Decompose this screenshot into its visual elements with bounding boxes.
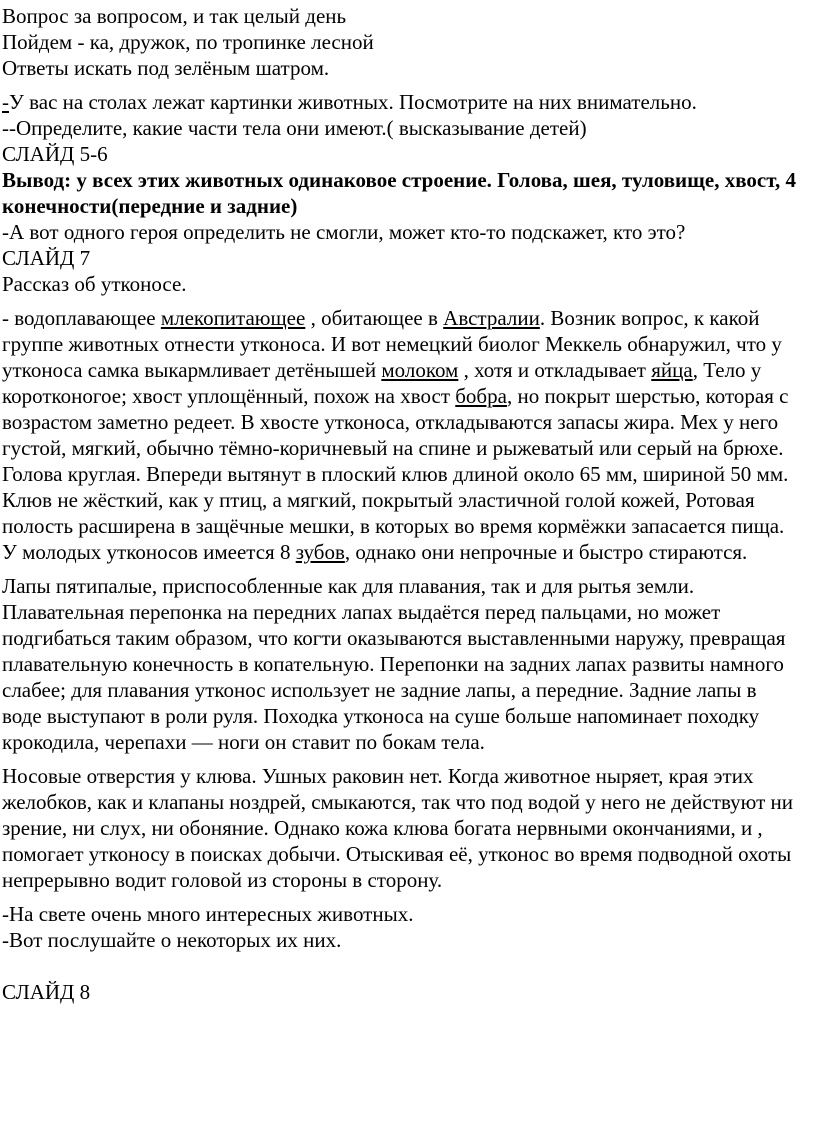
story-title: Рассказ об утконосе. — [2, 272, 187, 296]
leading-dash: - — [2, 90, 9, 114]
outro-line-1: -На свете очень много интересных животных. — [2, 902, 414, 926]
blank-line — [2, 953, 798, 979]
instruction-look-at-pictures — [2, 89, 798, 115]
link-teeth[interactable]: зубов — [295, 540, 345, 564]
question-text: -А вот одного героя определить не смогли, может кто-то подскажет, кто это? — [2, 220, 686, 244]
paragraph-platypus-description — [2, 305, 798, 565]
text-run: , Тело у коротконогое; хвост уплощённый, похож на хвост — [2, 358, 762, 408]
instruction-body-parts: --Определите, какие части тела они имеют.( высказывание детей) — [2, 116, 587, 140]
text-run: , хотя и откладывает — [458, 358, 652, 382]
slide-label-8: СЛАЙД 8 — [2, 980, 91, 1004]
text-run: . Возник вопрос, к какой группе животных отнести утконоса. И вот немецкий биолог Меккель обнаружил, что у утконоса самка выкармливает детёнышей — [2, 306, 782, 382]
text-run: , обитающее в — [305, 306, 444, 330]
paragraph-paws: Лапы пятипалые, приспособленные как для плавания, так и для рытья земли. Плавательная перепонка на передних лапах выдаётся перед пальцами, но может подгибаться таким образом, что когти оказываются выставленными наружу, превращая плавательную конечность в копательную. Перепонки на задних лапах развиты намного слабее; для плавания утконос использует не задние лапы, а передние. Задние лапы в воде выступают в роли руля. Походка утконоса на суше больше напоминает походку крокодила, черепахи — ноги он ставит по бокам тела. — [2, 574, 786, 754]
link-milk[interactable]: молоком — [381, 358, 459, 382]
poem-line-3: Ответы искать под зелёным шатром. — [2, 56, 330, 80]
slide-label-5-6: СЛАЙД 5-6 — [2, 142, 108, 166]
poem-line-2: Пойдем - ка, дружок, по тропинке лесной — [2, 30, 374, 54]
conclusion-text: Вывод: у всех этих животных одинаковое строение. Голова, шея, туловище, хвост, 4 конечности(передние и задние) — [2, 168, 796, 218]
instruction-text: У вас на столах лежат картинки животных. Посмотрите на них внимательно. — [9, 90, 697, 114]
link-australia[interactable]: Австралии — [443, 306, 540, 330]
text-run: , однако они непрочные и быстро стираются. — [344, 540, 748, 564]
link-beaver[interactable]: бобра — [455, 384, 507, 408]
link-mammal[interactable]: млекопитающее — [160, 306, 306, 330]
link-eggs[interactable]: яйца — [651, 358, 693, 382]
slide-label-7: СЛАЙД 7 — [2, 246, 91, 270]
outro-line-2: -Вот послушайте о некоторых их них. — [2, 928, 342, 952]
paragraph-senses: Носовые отверстия у клюва. Ушных раковин нет. Когда животное ныряет, края этих желобков, как и клапаны ноздрей, смыкаются, так что под водой у него не действуют ни зрение, ни слух, ни обоняние. Однако кожа клюва богата нервными окончаниями, и , помогает утконосу в поисках добычи. Отыскивая её, утконос во время подводной охоты непрерывно водит головой из стороны в сторону. — [2, 764, 793, 892]
text-run: , но покрыт шерстью, которая с возрастом заметно редеет. В хвосте утконоса, откладываются запасы жира. Мех у него густой, мягкий, обычно тёмно-коричневый на спине и рыжеватый или серый на брюхе. Голова круглая. Впереди вытянут в плоский клюв длиной около 65 мм, шириной 50 мм. Клюв не жёсткий, как у птиц, а мягкий, покрытый эластичной голой кожей, Ротовая полость расширена в защёчные мешки, в которых во время кормёжки запасается пища. У молодых утконосов имеется 8 — [2, 384, 789, 564]
poem-line-1: Вопрос за вопросом, и так целый день — [2, 4, 347, 28]
text-run: - водоплавающее — [2, 306, 161, 330]
